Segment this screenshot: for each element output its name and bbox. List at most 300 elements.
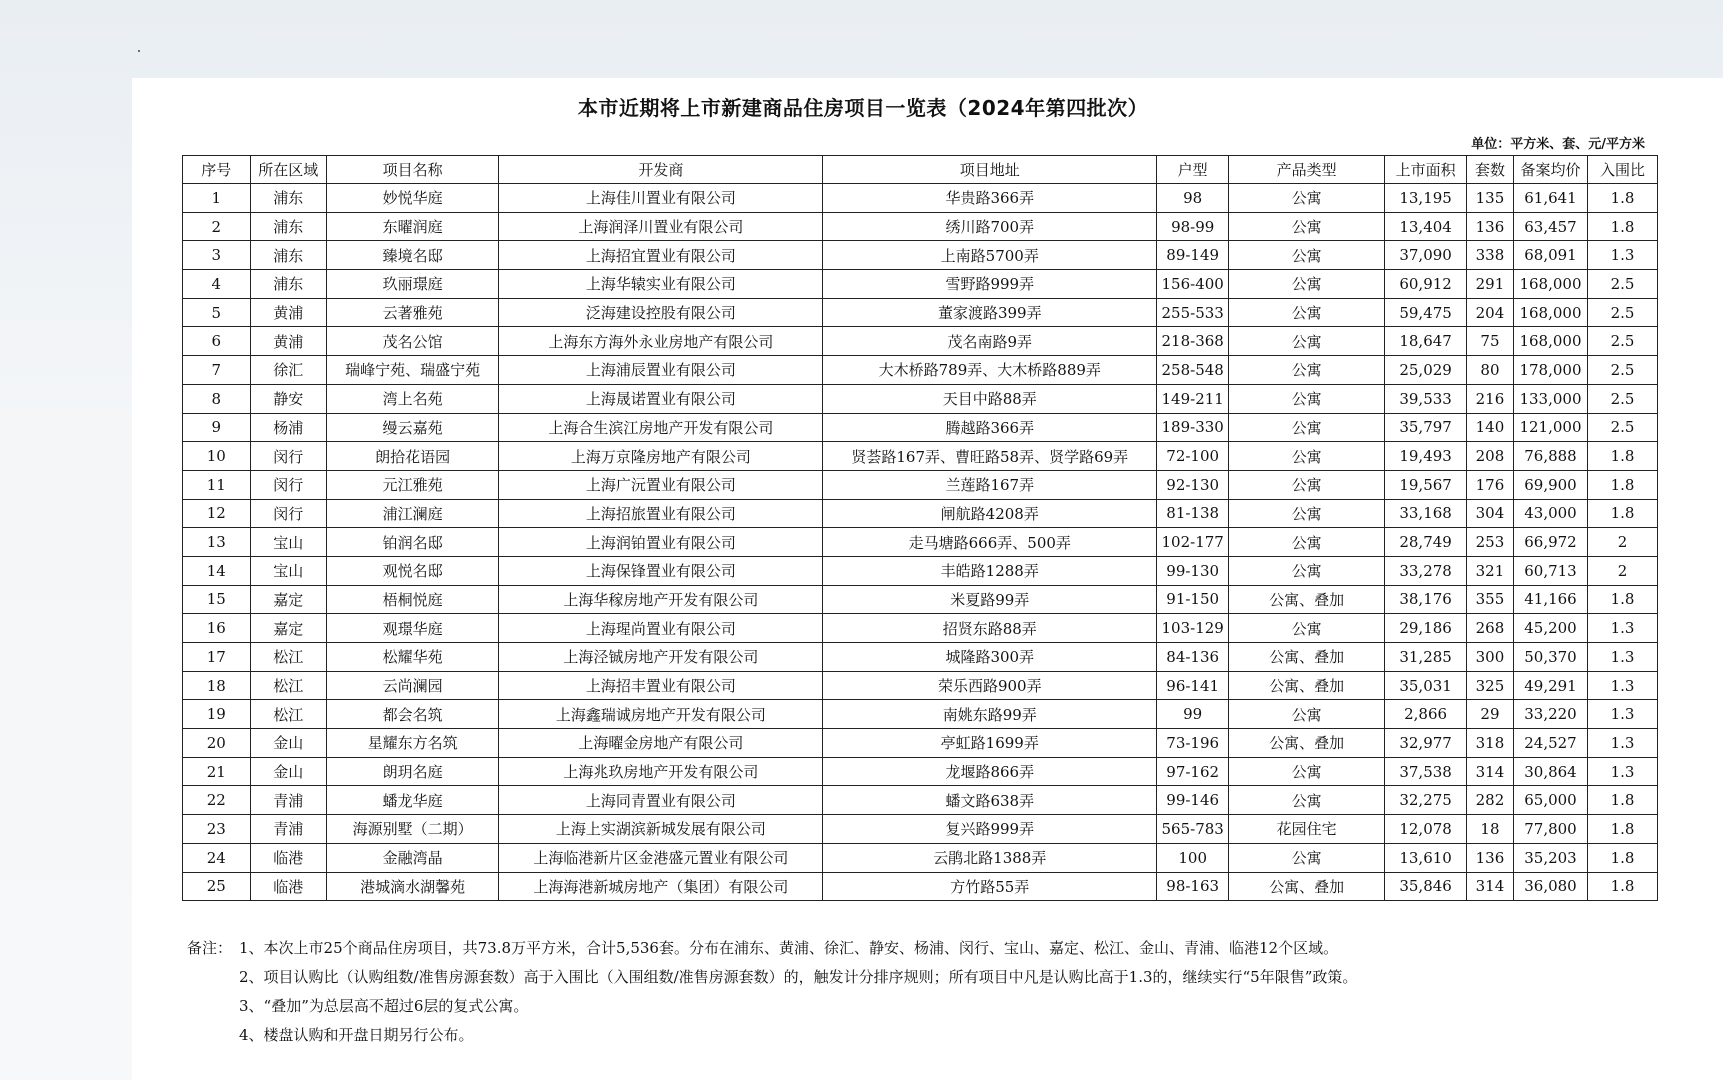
cell-ratio: 1.8 bbox=[1588, 786, 1658, 815]
cell-units: 135 bbox=[1467, 184, 1514, 213]
cell-avg-price: 65,000 bbox=[1513, 786, 1587, 815]
cell-address: 丰皓路1288弄 bbox=[823, 556, 1157, 585]
cell-index: 21 bbox=[183, 757, 251, 786]
cell-product-type: 公寓、叠加 bbox=[1229, 729, 1385, 758]
cell-unit-size: 156-400 bbox=[1157, 270, 1229, 299]
cell-district: 青浦 bbox=[250, 815, 326, 844]
cell-unit-size: 149-211 bbox=[1157, 384, 1229, 413]
cell-address: 雪野路999弄 bbox=[823, 270, 1157, 299]
cell-units: 321 bbox=[1467, 556, 1514, 585]
table-header-row bbox=[183, 156, 1658, 184]
cell-ratio: 1.8 bbox=[1588, 585, 1658, 614]
cell-units: 80 bbox=[1467, 356, 1514, 385]
cell-developer: 上海佳川置业有限公司 bbox=[499, 184, 823, 213]
cell-unit-size: 100 bbox=[1157, 843, 1229, 872]
table-row bbox=[183, 757, 1658, 786]
cell-units: 268 bbox=[1467, 614, 1514, 643]
cell-address: 兰莲路167弄 bbox=[823, 470, 1157, 499]
cell-ratio: 1.8 bbox=[1588, 815, 1658, 844]
cell-developer: 上海同青置业有限公司 bbox=[499, 786, 823, 815]
cell-unit-size: 84-136 bbox=[1157, 643, 1229, 672]
cell-address: 大木桥路789弄、大木桥路889弄 bbox=[823, 356, 1157, 385]
cell-area: 35,797 bbox=[1385, 413, 1467, 442]
cell-district: 临港 bbox=[250, 872, 326, 901]
cell-index: 16 bbox=[183, 614, 251, 643]
cell-area: 38,176 bbox=[1385, 585, 1467, 614]
cell-avg-price: 168,000 bbox=[1513, 298, 1587, 327]
cell-area: 33,168 bbox=[1385, 499, 1467, 528]
cell-avg-price: 33,220 bbox=[1513, 700, 1587, 729]
cell-ratio: 2.5 bbox=[1588, 298, 1658, 327]
table-row bbox=[183, 585, 1658, 614]
cell-area: 2,866 bbox=[1385, 700, 1467, 729]
cell-address: 方竹路55弄 bbox=[823, 872, 1157, 901]
table-row bbox=[183, 643, 1658, 672]
cell-index: 17 bbox=[183, 643, 251, 672]
cell-index: 25 bbox=[183, 872, 251, 901]
cell-product-type: 花园住宅 bbox=[1229, 815, 1385, 844]
cell-ratio: 1.3 bbox=[1588, 700, 1658, 729]
note-text: 2、项目认购比（认购组数/准售房源套数）高于入围比（入围组数/准售房源套数）的，触发计分排序规则；所有项目中凡是认购比高于1.3的，继续实行“5年限售”政策。 bbox=[239, 968, 1358, 986]
cell-project-name: 玖丽璟庭 bbox=[326, 270, 498, 299]
cell-developer: 上海招宜置业有限公司 bbox=[499, 241, 823, 270]
cell-product-type: 公寓、叠加 bbox=[1229, 671, 1385, 700]
cell-avg-price: 178,000 bbox=[1513, 356, 1587, 385]
cell-units: 291 bbox=[1467, 270, 1514, 299]
cell-unit-size: 98-163 bbox=[1157, 872, 1229, 901]
cell-district: 青浦 bbox=[250, 786, 326, 815]
cell-district: 杨浦 bbox=[250, 413, 326, 442]
cell-address: 亭虹路1699弄 bbox=[823, 729, 1157, 758]
cell-product-type: 公寓 bbox=[1229, 442, 1385, 471]
cell-developer: 上海华稼房地产开发有限公司 bbox=[499, 585, 823, 614]
cell-ratio: 1.8 bbox=[1588, 872, 1658, 901]
cell-project-name: 缦云嘉苑 bbox=[326, 413, 498, 442]
cell-avg-price: 45,200 bbox=[1513, 614, 1587, 643]
table-row bbox=[183, 212, 1658, 241]
cell-units: 140 bbox=[1467, 413, 1514, 442]
cell-district: 松江 bbox=[250, 700, 326, 729]
cell-district: 浦东 bbox=[250, 184, 326, 213]
notes-label: 备注： bbox=[187, 939, 233, 957]
cell-project-name: 星耀东方名筑 bbox=[326, 729, 498, 758]
cell-index: 19 bbox=[183, 700, 251, 729]
cell-address: 贤荟路167弄、曹旺路58弄、贤学路69弄 bbox=[823, 442, 1157, 471]
table-row bbox=[183, 700, 1658, 729]
header-cell: 备案均价 bbox=[1513, 156, 1587, 184]
cell-index: 6 bbox=[183, 327, 251, 356]
cell-unit-size: 565-783 bbox=[1157, 815, 1229, 844]
cell-product-type: 公寓 bbox=[1229, 413, 1385, 442]
header-cell: 开发商 bbox=[499, 156, 823, 184]
unit-label: 单位：平方米、套、元/平方米 bbox=[1471, 137, 1645, 152]
note-item bbox=[187, 992, 1687, 1021]
cell-address: 云鹃北路1388弄 bbox=[823, 843, 1157, 872]
cell-unit-size: 92-130 bbox=[1157, 470, 1229, 499]
cell-avg-price: 121,000 bbox=[1513, 413, 1587, 442]
cell-product-type: 公寓、叠加 bbox=[1229, 872, 1385, 901]
cell-project-name: 海源别墅（二期） bbox=[326, 815, 498, 844]
cell-address: 蟠文路638弄 bbox=[823, 786, 1157, 815]
cell-ratio: 1.8 bbox=[1588, 499, 1658, 528]
cell-avg-price: 69,900 bbox=[1513, 470, 1587, 499]
cell-project-name: 都会名筑 bbox=[326, 700, 498, 729]
cell-area: 33,278 bbox=[1385, 556, 1467, 585]
table-row bbox=[183, 786, 1658, 815]
cell-product-type: 公寓、叠加 bbox=[1229, 585, 1385, 614]
cell-product-type: 公寓 bbox=[1229, 470, 1385, 499]
cell-developer: 上海万京隆房地产有限公司 bbox=[499, 442, 823, 471]
cell-unit-size: 99-146 bbox=[1157, 786, 1229, 815]
cell-address: 龙堰路866弄 bbox=[823, 757, 1157, 786]
cell-avg-price: 41,166 bbox=[1513, 585, 1587, 614]
cell-ratio: 1.3 bbox=[1588, 614, 1658, 643]
cell-ratio: 1.8 bbox=[1588, 184, 1658, 213]
speck bbox=[138, 50, 140, 52]
cell-avg-price: 168,000 bbox=[1513, 327, 1587, 356]
cell-area: 60,912 bbox=[1385, 270, 1467, 299]
table-row bbox=[183, 499, 1658, 528]
cell-index: 2 bbox=[183, 212, 251, 241]
cell-unit-size: 72-100 bbox=[1157, 442, 1229, 471]
cell-area: 31,285 bbox=[1385, 643, 1467, 672]
cell-ratio: 1.3 bbox=[1588, 671, 1658, 700]
cell-avg-price: 36,080 bbox=[1513, 872, 1587, 901]
cell-address: 米夏路99弄 bbox=[823, 585, 1157, 614]
cell-area: 39,533 bbox=[1385, 384, 1467, 413]
header-cell: 入围比 bbox=[1588, 156, 1658, 184]
cell-developer: 上海合生滨江房地产开发有限公司 bbox=[499, 413, 823, 442]
note-item bbox=[187, 963, 1687, 992]
cell-district: 徐汇 bbox=[250, 356, 326, 385]
cell-developer: 上海上实湖滨新城发展有限公司 bbox=[499, 815, 823, 844]
cell-unit-size: 89-149 bbox=[1157, 241, 1229, 270]
cell-avg-price: 63,457 bbox=[1513, 212, 1587, 241]
cell-project-name: 金融湾晶 bbox=[326, 843, 498, 872]
cell-product-type: 公寓 bbox=[1229, 270, 1385, 299]
cell-avg-price: 133,000 bbox=[1513, 384, 1587, 413]
cell-product-type: 公寓 bbox=[1229, 499, 1385, 528]
cell-area: 29,186 bbox=[1385, 614, 1467, 643]
table-row bbox=[183, 270, 1658, 299]
table-row bbox=[183, 442, 1658, 471]
cell-unit-size: 97-162 bbox=[1157, 757, 1229, 786]
cell-product-type: 公寓 bbox=[1229, 298, 1385, 327]
table-row bbox=[183, 843, 1658, 872]
cell-product-type: 公寓 bbox=[1229, 556, 1385, 585]
header-cell: 项目名称 bbox=[326, 156, 498, 184]
cell-unit-size: 99-130 bbox=[1157, 556, 1229, 585]
cell-avg-price: 68,091 bbox=[1513, 241, 1587, 270]
cell-units: 318 bbox=[1467, 729, 1514, 758]
cell-product-type: 公寓 bbox=[1229, 327, 1385, 356]
cell-ratio: 1.3 bbox=[1588, 757, 1658, 786]
cell-developer: 上海浦辰置业有限公司 bbox=[499, 356, 823, 385]
cell-index: 12 bbox=[183, 499, 251, 528]
cell-project-name: 港城滴水湖馨苑 bbox=[326, 872, 498, 901]
cell-project-name: 瑞峰宁苑、瑞盛宁苑 bbox=[326, 356, 498, 385]
cell-project-name: 茂名公馆 bbox=[326, 327, 498, 356]
cell-project-name: 妙悦华庭 bbox=[326, 184, 498, 213]
cell-district: 临港 bbox=[250, 843, 326, 872]
cell-project-name: 铂润名邸 bbox=[326, 528, 498, 557]
cell-units: 253 bbox=[1467, 528, 1514, 557]
cell-developer: 上海保锋置业有限公司 bbox=[499, 556, 823, 585]
cell-index: 10 bbox=[183, 442, 251, 471]
cell-developer: 上海鑫瑞诚房地产开发有限公司 bbox=[499, 700, 823, 729]
cell-address: 走马塘路666弄、500弄 bbox=[823, 528, 1157, 557]
cell-district: 闵行 bbox=[250, 470, 326, 499]
cell-unit-size: 218-368 bbox=[1157, 327, 1229, 356]
header-cell: 所在区域 bbox=[250, 156, 326, 184]
cell-avg-price: 61,641 bbox=[1513, 184, 1587, 213]
cell-unit-size: 91-150 bbox=[1157, 585, 1229, 614]
cell-avg-price: 43,000 bbox=[1513, 499, 1587, 528]
cell-product-type: 公寓 bbox=[1229, 786, 1385, 815]
cell-project-name: 朗拾花语园 bbox=[326, 442, 498, 471]
cell-area: 13,610 bbox=[1385, 843, 1467, 872]
cell-index: 24 bbox=[183, 843, 251, 872]
table-row bbox=[183, 729, 1658, 758]
cell-product-type: 公寓 bbox=[1229, 700, 1385, 729]
cell-avg-price: 66,972 bbox=[1513, 528, 1587, 557]
cell-address: 绣川路700弄 bbox=[823, 212, 1157, 241]
cell-ratio: 1.8 bbox=[1588, 212, 1658, 241]
cell-developer: 上海瑆尚置业有限公司 bbox=[499, 614, 823, 643]
cell-avg-price: 60,713 bbox=[1513, 556, 1587, 585]
cell-ratio: 1.8 bbox=[1588, 843, 1658, 872]
document-title: 本市近期将上市新建商品住房项目一览表（2024年第四批次） bbox=[577, 96, 1149, 120]
cell-district: 浦东 bbox=[250, 212, 326, 241]
cell-project-name: 云尚澜园 bbox=[326, 671, 498, 700]
cell-index: 11 bbox=[183, 470, 251, 499]
note-text: 1、本次上市25个商品住房项目，共73.8万平方米，合计5,536套。分布在浦东、黄浦、徐汇、静安、杨浦、闵行、宝山、嘉定、松江、金山、青浦、临港12个区域。 bbox=[239, 939, 1339, 957]
cell-units: 338 bbox=[1467, 241, 1514, 270]
cell-unit-size: 99 bbox=[1157, 700, 1229, 729]
cell-unit-size: 103-129 bbox=[1157, 614, 1229, 643]
cell-address: 董家渡路399弄 bbox=[823, 298, 1157, 327]
table-row bbox=[183, 872, 1658, 901]
cell-district: 松江 bbox=[250, 671, 326, 700]
cell-ratio: 2.5 bbox=[1588, 270, 1658, 299]
cell-project-name: 梧桐悦庭 bbox=[326, 585, 498, 614]
cell-area: 28,749 bbox=[1385, 528, 1467, 557]
cell-product-type: 公寓 bbox=[1229, 241, 1385, 270]
cell-unit-size: 81-138 bbox=[1157, 499, 1229, 528]
cell-developer: 上海晟诺置业有限公司 bbox=[499, 384, 823, 413]
note-text: 4、楼盘认购和开盘日期另行公布。 bbox=[239, 1026, 474, 1044]
cell-units: 314 bbox=[1467, 757, 1514, 786]
cell-product-type: 公寓 bbox=[1229, 356, 1385, 385]
cell-ratio: 2.5 bbox=[1588, 413, 1658, 442]
cell-developer: 上海广沅置业有限公司 bbox=[499, 470, 823, 499]
cell-address: 华贵路366弄 bbox=[823, 184, 1157, 213]
cell-district: 嘉定 bbox=[250, 614, 326, 643]
cell-index: 9 bbox=[183, 413, 251, 442]
cell-ratio: 2 bbox=[1588, 556, 1658, 585]
cell-project-name: 浦江澜庭 bbox=[326, 499, 498, 528]
cell-district: 宝山 bbox=[250, 528, 326, 557]
cell-project-name: 松耀华苑 bbox=[326, 643, 498, 672]
cell-units: 304 bbox=[1467, 499, 1514, 528]
note-item bbox=[187, 934, 1687, 963]
cell-units: 176 bbox=[1467, 470, 1514, 499]
cell-units: 300 bbox=[1467, 643, 1514, 672]
cell-area: 18,647 bbox=[1385, 327, 1467, 356]
cell-district: 金山 bbox=[250, 729, 326, 758]
cell-project-name: 东曜润庭 bbox=[326, 212, 498, 241]
header-cell: 上市面积 bbox=[1385, 156, 1467, 184]
table-row bbox=[183, 384, 1658, 413]
cell-unit-size: 98-99 bbox=[1157, 212, 1229, 241]
table-row bbox=[183, 184, 1658, 213]
cell-units: 325 bbox=[1467, 671, 1514, 700]
cell-units: 282 bbox=[1467, 786, 1514, 815]
cell-district: 嘉定 bbox=[250, 585, 326, 614]
cell-ratio: 2 bbox=[1588, 528, 1658, 557]
cell-developer: 上海润泽川置业有限公司 bbox=[499, 212, 823, 241]
cell-address: 闸航路4208弄 bbox=[823, 499, 1157, 528]
cell-district: 黄浦 bbox=[250, 298, 326, 327]
cell-area: 35,846 bbox=[1385, 872, 1467, 901]
table-row bbox=[183, 241, 1658, 270]
cell-district: 宝山 bbox=[250, 556, 326, 585]
project-table bbox=[182, 155, 1658, 901]
cell-units: 314 bbox=[1467, 872, 1514, 901]
table-row bbox=[183, 356, 1658, 385]
cell-unit-size: 96-141 bbox=[1157, 671, 1229, 700]
cell-avg-price: 30,864 bbox=[1513, 757, 1587, 786]
cell-project-name: 观悦名邸 bbox=[326, 556, 498, 585]
cell-developer: 上海泾铖房地产开发有限公司 bbox=[499, 643, 823, 672]
cell-units: 204 bbox=[1467, 298, 1514, 327]
notes-section bbox=[187, 934, 1687, 1050]
cell-address: 南姚东路99弄 bbox=[823, 700, 1157, 729]
cell-area: 25,029 bbox=[1385, 356, 1467, 385]
cell-index: 5 bbox=[183, 298, 251, 327]
cell-units: 75 bbox=[1467, 327, 1514, 356]
cell-developer: 上海曜金房地产有限公司 bbox=[499, 729, 823, 758]
cell-unit-size: 255-533 bbox=[1157, 298, 1229, 327]
header-cell: 序号 bbox=[183, 156, 251, 184]
cell-ratio: 1.3 bbox=[1588, 729, 1658, 758]
cell-ratio: 1.8 bbox=[1588, 442, 1658, 471]
cell-developer: 上海兆玖房地产开发有限公司 bbox=[499, 757, 823, 786]
cell-avg-price: 24,527 bbox=[1513, 729, 1587, 758]
cell-avg-price: 77,800 bbox=[1513, 815, 1587, 844]
cell-ratio: 1.3 bbox=[1588, 643, 1658, 672]
cell-avg-price: 50,370 bbox=[1513, 643, 1587, 672]
cell-area: 59,475 bbox=[1385, 298, 1467, 327]
cell-area: 32,977 bbox=[1385, 729, 1467, 758]
cell-unit-size: 258-548 bbox=[1157, 356, 1229, 385]
cell-area: 35,031 bbox=[1385, 671, 1467, 700]
note-text: 3、“叠加”为总层高不超过6层的复式公寓。 bbox=[239, 997, 529, 1015]
cell-district: 松江 bbox=[250, 643, 326, 672]
note-item bbox=[187, 1021, 1687, 1050]
cell-address: 城隆路300弄 bbox=[823, 643, 1157, 672]
cell-index: 14 bbox=[183, 556, 251, 585]
table-row bbox=[183, 815, 1658, 844]
cell-index: 15 bbox=[183, 585, 251, 614]
cell-project-name: 臻境名邸 bbox=[326, 241, 498, 270]
table-row bbox=[183, 413, 1658, 442]
cell-developer: 上海华辕实业有限公司 bbox=[499, 270, 823, 299]
header-cell: 产品类型 bbox=[1229, 156, 1385, 184]
cell-ratio: 2.5 bbox=[1588, 327, 1658, 356]
cell-product-type: 公寓 bbox=[1229, 528, 1385, 557]
cell-ratio: 2.5 bbox=[1588, 356, 1658, 385]
cell-address: 荣乐西路900弄 bbox=[823, 671, 1157, 700]
cell-project-name: 云著雅苑 bbox=[326, 298, 498, 327]
cell-index: 13 bbox=[183, 528, 251, 557]
cell-district: 闵行 bbox=[250, 499, 326, 528]
cell-developer: 上海招丰置业有限公司 bbox=[499, 671, 823, 700]
cell-index: 8 bbox=[183, 384, 251, 413]
cell-project-name: 元江雅苑 bbox=[326, 470, 498, 499]
cell-area: 37,090 bbox=[1385, 241, 1467, 270]
cell-avg-price: 49,291 bbox=[1513, 671, 1587, 700]
cell-units: 208 bbox=[1467, 442, 1514, 471]
cell-district: 浦东 bbox=[250, 270, 326, 299]
cell-area: 32,275 bbox=[1385, 786, 1467, 815]
cell-ratio: 2.5 bbox=[1588, 384, 1658, 413]
cell-units: 216 bbox=[1467, 384, 1514, 413]
table-row bbox=[183, 556, 1658, 585]
cell-unit-size: 102-177 bbox=[1157, 528, 1229, 557]
cell-units: 355 bbox=[1467, 585, 1514, 614]
cell-index: 22 bbox=[183, 786, 251, 815]
cell-product-type: 公寓 bbox=[1229, 614, 1385, 643]
document-sheet bbox=[132, 78, 1723, 1080]
cell-address: 天目中路88弄 bbox=[823, 384, 1157, 413]
cell-product-type: 公寓 bbox=[1229, 212, 1385, 241]
cell-ratio: 1.8 bbox=[1588, 470, 1658, 499]
cell-units: 18 bbox=[1467, 815, 1514, 844]
cell-district: 黄浦 bbox=[250, 327, 326, 356]
header-cell: 套数 bbox=[1467, 156, 1514, 184]
cell-index: 4 bbox=[183, 270, 251, 299]
cell-area: 19,493 bbox=[1385, 442, 1467, 471]
table-row bbox=[183, 671, 1658, 700]
cell-district: 浦东 bbox=[250, 241, 326, 270]
cell-units: 29 bbox=[1467, 700, 1514, 729]
cell-avg-price: 168,000 bbox=[1513, 270, 1587, 299]
cell-developer: 上海润铂置业有限公司 bbox=[499, 528, 823, 557]
cell-product-type: 公寓、叠加 bbox=[1229, 643, 1385, 672]
table-row bbox=[183, 470, 1658, 499]
cell-index: 1 bbox=[183, 184, 251, 213]
cell-index: 18 bbox=[183, 671, 251, 700]
cell-address: 复兴路999弄 bbox=[823, 815, 1157, 844]
cell-unit-size: 98 bbox=[1157, 184, 1229, 213]
cell-address: 腾越路366弄 bbox=[823, 413, 1157, 442]
cell-district: 金山 bbox=[250, 757, 326, 786]
cell-product-type: 公寓 bbox=[1229, 757, 1385, 786]
cell-area: 12,078 bbox=[1385, 815, 1467, 844]
cell-product-type: 公寓 bbox=[1229, 384, 1385, 413]
cell-district: 闵行 bbox=[250, 442, 326, 471]
table-row bbox=[183, 614, 1658, 643]
cell-units: 136 bbox=[1467, 212, 1514, 241]
cell-developer: 上海招旅置业有限公司 bbox=[499, 499, 823, 528]
cell-index: 3 bbox=[183, 241, 251, 270]
cell-project-name: 朗玥名庭 bbox=[326, 757, 498, 786]
cell-project-name: 湾上名苑 bbox=[326, 384, 498, 413]
cell-index: 7 bbox=[183, 356, 251, 385]
table-body bbox=[183, 184, 1658, 901]
cell-product-type: 公寓 bbox=[1229, 184, 1385, 213]
